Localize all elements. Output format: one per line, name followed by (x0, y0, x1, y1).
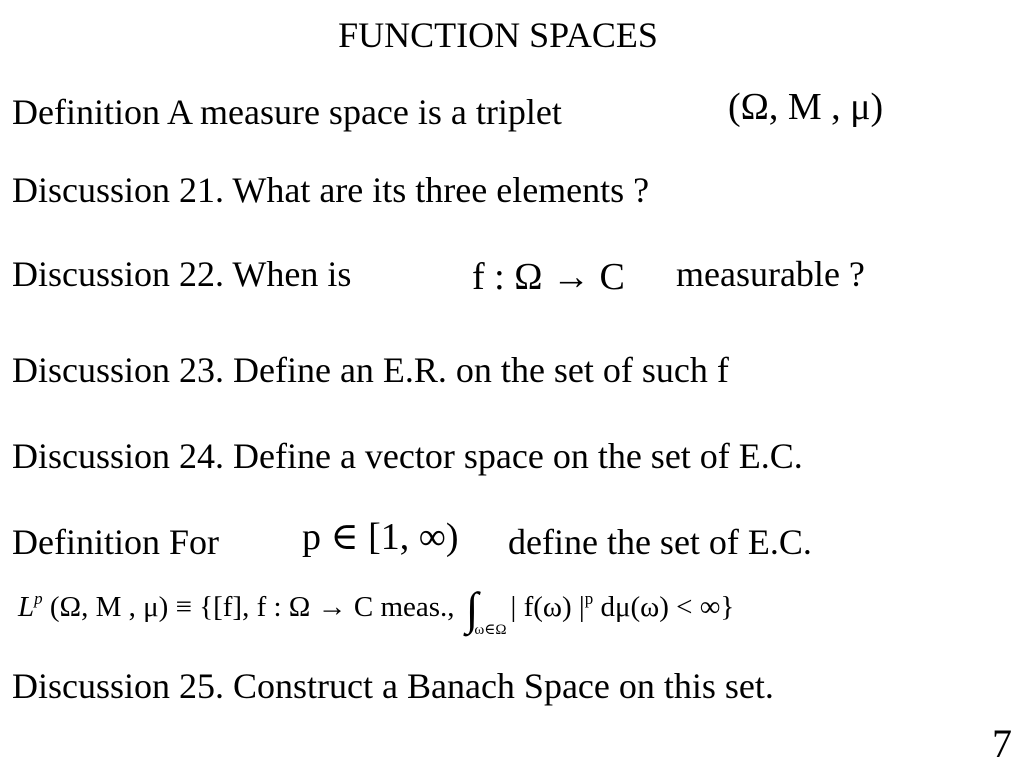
definition-for-prefix: Definition For (12, 522, 219, 562)
lp-definition-set: (Ω, M , μ) ≡ {[f], f : Ω → C meas., (49, 591, 455, 623)
integrand: | f(ω) | (510, 591, 585, 623)
discussion-24: Discussion 24. Define a vector space on the set of E.C. (12, 436, 803, 476)
discussion-22-suffix: measurable ? (676, 254, 865, 294)
slide-title: FUNCTION SPACES (338, 15, 658, 55)
integral-measure-bound: dμ(ω) < ∞} (600, 591, 735, 623)
discussion-22-prefix: Discussion 22. When is (12, 254, 352, 294)
discussion-21: Discussion 21. What are its three elements ? (12, 170, 650, 210)
page-number: 7 (992, 721, 1012, 766)
measure-triplet-formula: (Ω, M , μ) (728, 86, 884, 128)
p-range-formula: p ∈ [1, ∞) (302, 516, 459, 558)
discussion-23: Discussion 23. Define an E.R. on the set of such f (12, 350, 729, 390)
lp-exponent: p (34, 589, 43, 608)
discussion-25: Discussion 25. Construct a Banach Space on this set. (12, 666, 774, 706)
integral-domain: ω∈Ω (474, 622, 507, 638)
lp-symbol: L (18, 591, 35, 623)
function-mapping-formula: f : Ω → C (472, 256, 625, 298)
definition-measure-space: Definition A measure space is a triplet (12, 92, 562, 132)
lp-space-formula (18, 583, 735, 638)
integral-symbol: ∫ (465, 583, 479, 634)
definition-for-suffix: define the set of E.C. (508, 522, 812, 562)
integrand-exponent: p (584, 589, 594, 608)
